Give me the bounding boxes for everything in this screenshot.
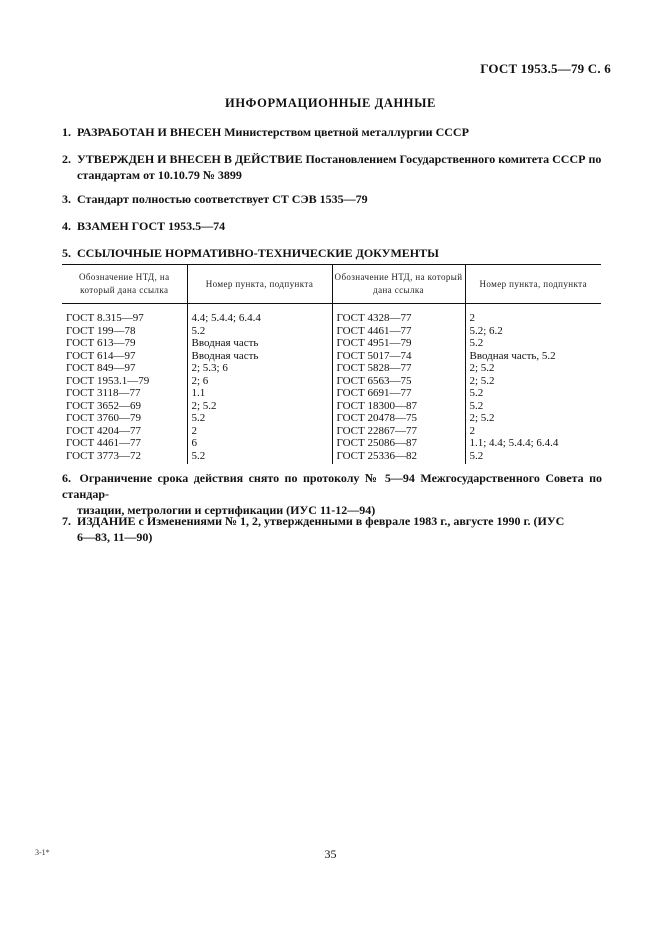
print-mark: 3-1* (35, 848, 50, 857)
list-item: 2 (469, 424, 475, 437)
column-header-point-right: Номер пункта, подпункта (465, 265, 601, 304)
list-item: ГОСТ 4461—77 (66, 437, 141, 449)
list-item: 2; 5.2 (469, 362, 495, 374)
item-number: 5. (62, 246, 71, 260)
item-text-line-2: тизации, метрологии и сертификации (ИУС 11-12—94) (77, 503, 376, 517)
list-item: ГОСТ 614—97 (66, 349, 136, 362)
section-title: ИНФОРМАЦИОННЫЕ ДАННЫЕ (225, 96, 436, 110)
list-item: ГОСТ 199—78 (66, 324, 136, 337)
list-item: ГОСТ 1953.1—79 (66, 374, 150, 387)
list-item: ГОСТ 3118—77 (66, 387, 141, 399)
item-number: 3. (62, 192, 71, 206)
point-column-right (465, 304, 601, 465)
list-item: ГОСТ 5828—77 (336, 362, 412, 374)
list-item: ГОСТ 4461—77 (336, 324, 412, 337)
info-item-1 (62, 124, 602, 140)
list-item: Вводная часть (191, 349, 259, 362)
ntd-column-left (62, 304, 187, 465)
page-number: 35 (324, 847, 337, 861)
list-item: ГОСТ 3652—69 (66, 399, 141, 412)
list-item: Вводная часть, 5.2 (469, 349, 556, 362)
list-item: ГОСТ 5017—74 (336, 349, 412, 362)
item-text: ВЗАМЕН ГОСТ 1953.5—74 (77, 219, 226, 233)
info-item-4 (62, 218, 602, 234)
item-text-line-1: Ограничение срока действия снято по протоколу № 5—94 Межгосударственного Совета по стандар- (62, 471, 602, 501)
column-header-point-left: Номер пункта, подпункта (187, 265, 332, 304)
list-item: 2 (191, 424, 197, 437)
list-item: 2; 5.2 (469, 374, 495, 387)
list-item: 5.2 (469, 387, 484, 399)
item-text: ССЫЛОЧНЫЕ НОРМАТИВНО-ТЕХНИЧЕСКИЕ ДОКУМЕНТЫ (77, 246, 439, 260)
list-item: 2; 5.2 (191, 399, 217, 412)
references-table (62, 264, 601, 464)
item-text-line-2: 6—83, 11—90) (77, 530, 153, 544)
list-item: ГОСТ 4951—79 (336, 337, 412, 349)
list-item: 5.2 (191, 412, 206, 424)
list-item: 5.2 (469, 399, 484, 412)
item-number: 6. (62, 471, 71, 485)
item-text-line-1: ИЗДАНИЕ с Изменениями № 1, 2, утвержденными в феврале 1983 г., августе 1990 г. (ИУС (77, 514, 565, 528)
info-item-6 (62, 470, 602, 518)
list-item: 1.1 (191, 387, 206, 399)
list-item: 1.1; 4.4; 5.4.4; 6.4.4 (469, 437, 559, 449)
list-item: Вводная часть (191, 337, 259, 349)
list-item: ГОСТ 849—97 (66, 362, 136, 374)
list-item: ГОСТ 3773—72 (66, 449, 141, 462)
item-number: 2. (62, 152, 71, 166)
item-text-line-2: стандартам от 10.10.79 № 3899 (77, 168, 242, 182)
list-item: ГОСТ 18300—87 (336, 399, 417, 412)
list-item: ГОСТ 613—79 (66, 337, 136, 349)
list-item: 4.4; 5.4.4; 6.4.4 (191, 312, 261, 324)
info-item-7 (62, 513, 602, 545)
list-item: ГОСТ 6563—75 (336, 374, 412, 387)
info-item-2 (62, 151, 602, 183)
list-item: ГОСТ 4328—77 (336, 312, 412, 324)
list-item: 5.2; 6.2 (469, 324, 503, 337)
list-item: 6 (191, 437, 197, 449)
item-text: Стандарт полностью соответствует СТ СЭВ 1535—79 (77, 192, 368, 206)
list-item: ГОСТ 25086—87 (336, 437, 417, 449)
list-item: 5.2 (191, 324, 206, 337)
point-column-left (187, 304, 332, 465)
list-item: ГОСТ 25336—82 (336, 449, 417, 462)
list-item: ГОСТ 4204—77 (66, 424, 141, 437)
table-header-row (62, 265, 601, 304)
info-item-5 (62, 245, 602, 261)
item-number: 1. (62, 125, 71, 139)
list-item: 2; 6 (191, 374, 209, 387)
item-text: РАЗРАБОТАН И ВНЕСЕН Министерством цветной металлургии СССР (77, 125, 469, 139)
ntd-column-right (332, 304, 465, 465)
item-text-line-1: УТВЕРЖДЕН И ВНЕСЕН В ДЕЙСТВИЕ Постановлением Государственного комитета СССР по (77, 152, 602, 166)
column-header-ntd-right: Обозначение НТД, на который дана ссылка (332, 265, 465, 304)
list-item: 5.2 (469, 337, 484, 349)
document-reference: ГОСТ 1953.5—79 С. 6 (480, 61, 611, 76)
column-header-ntd-left: Обозначение НТД, на который дана ссылка (62, 265, 187, 304)
list-item: 2; 5.2 (469, 412, 495, 424)
list-item: 2 (469, 312, 475, 324)
list-item: 5.2 (469, 449, 484, 462)
list-item: ГОСТ 8.315—97 (66, 312, 144, 324)
list-item: ГОСТ 22867—77 (336, 424, 417, 437)
table-row (62, 304, 601, 465)
list-item: 2; 5.3; 6 (191, 362, 228, 374)
list-item: ГОСТ 6691—77 (336, 387, 412, 399)
list-item: ГОСТ 20478—75 (336, 412, 417, 424)
list-item: 5.2 (191, 449, 206, 462)
list-item: ГОСТ 3760—79 (66, 412, 141, 424)
item-number: 4. (62, 219, 71, 233)
item-number: 7. (62, 514, 71, 528)
info-item-3 (62, 191, 602, 207)
